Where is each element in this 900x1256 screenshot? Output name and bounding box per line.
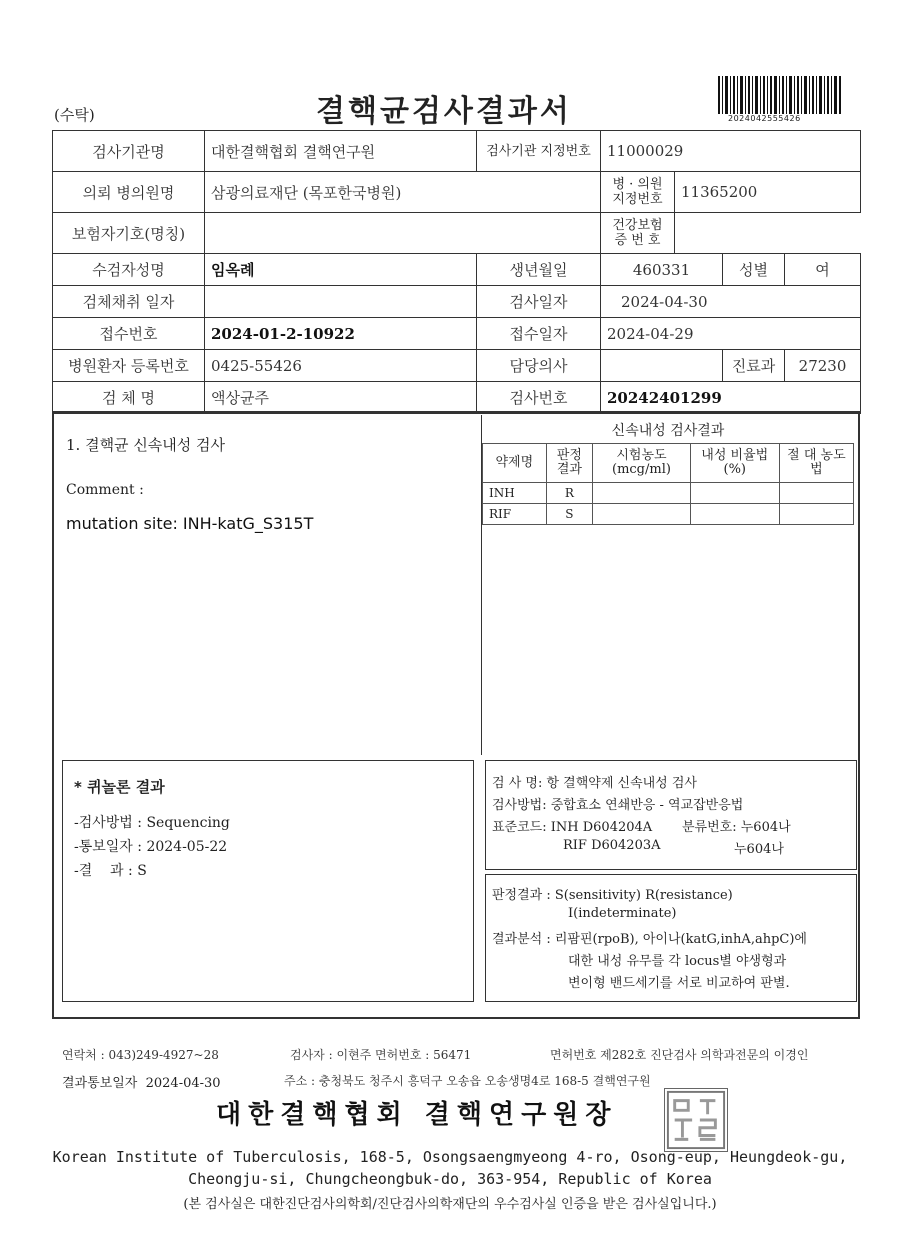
receipt-date: 2024-04-29	[601, 318, 861, 350]
doctor-label: 담당의사	[477, 350, 601, 382]
quinolone-notify-date: -통보일자 : 2024-05-22	[74, 839, 228, 855]
inspector: 검사자 : 이현주 면허번호 : 56471	[290, 1048, 472, 1062]
method-code-rif: RIF D604203A	[563, 838, 661, 853]
method-code-inh: 표준코드: INH D604204A	[492, 820, 653, 835]
mutation-site: mutation site: INH-katG_S315T	[66, 514, 314, 533]
patient-label: 수검자성명	[53, 254, 205, 286]
receipt-no: 2024-01-2-10922	[205, 318, 477, 350]
hospital-name: 삼광의료재단 (목포한국병원)	[205, 172, 601, 213]
rapid-header-conc: 시험농도 (mcg/ml)	[593, 444, 691, 483]
reg-no-label: 병원환자 등록번호	[53, 350, 205, 382]
method-technique: 검사방법: 중합효소 연쇄반응 - 역교잡반응법	[492, 798, 744, 813]
table-row	[483, 504, 854, 525]
analysis-line-1: 결과분석 : 리팜핀(rpoB), 아이나(katG,inhA,ahpC)에	[492, 932, 807, 947]
test-heading: 1. 결핵균 신속내성 검사	[66, 436, 226, 454]
insurer-value	[205, 213, 601, 254]
health-ins-label: 건강보험 증 번 호	[601, 213, 675, 254]
drug-conc	[593, 483, 691, 504]
comment-label: Comment :	[66, 482, 144, 498]
specimen-value: 액상균주	[205, 382, 477, 414]
barcode	[718, 76, 842, 114]
drug-ratio	[690, 483, 779, 504]
judgement-result: 판정결과 : S(sensitivity) R(resistance)	[492, 888, 733, 903]
judgement-indeterminate: I(indeterminate)	[568, 906, 677, 921]
rapid-title: 신속내성 검사결과	[611, 423, 725, 439]
rapid-header-result: 판정 결과	[546, 444, 593, 483]
drug-result: R	[546, 483, 593, 504]
dob-label: 생년월일	[477, 254, 601, 286]
rapid-table	[482, 443, 854, 525]
certification-note: (본 검사실은 대한진단검사의학회/진단검사의학재단의 우수검사실 인증을 받은 검사실입니다.)	[183, 1197, 717, 1212]
method-test-name: 검 사 명: 항 결핵약제 신속내성 검사	[492, 776, 697, 791]
drug-name: INH	[483, 483, 547, 504]
drug-name: RIF	[483, 504, 547, 525]
drug-abs	[779, 504, 853, 525]
sex-label: 성별	[723, 254, 785, 286]
receipt-no-label: 접수번호	[53, 318, 205, 350]
collect-date-label: 검체채취 일자	[53, 286, 205, 318]
hospital-code-label: 병 · 의원 지정번호	[601, 172, 675, 213]
insurer-label: 보험자기호(명칭)	[53, 213, 205, 254]
quinolone-title: * 퀴놀론 결과	[74, 778, 165, 796]
drug-ratio	[690, 504, 779, 525]
rapid-header-drug: 약제명	[483, 444, 547, 483]
table-row	[483, 483, 854, 504]
quinolone-result: -결 과 : S	[74, 863, 147, 879]
address: 주소 : 충청북도 청주시 흥덕구 오송읍 오송생명4로 168-5 결핵연구원	[284, 1074, 651, 1088]
english-address-line-2: Cheongju-si, Chungcheongbuk-do, 363-954, Republic of Korea	[188, 1170, 712, 1188]
contact-number: 연락처 : 043)249-4927~28	[62, 1048, 219, 1062]
method-class-rif: 누604나	[734, 842, 784, 857]
lab-code: 11000029	[601, 131, 861, 172]
lab-name-label: 검사기관명	[53, 131, 205, 172]
test-no: 20242401299	[601, 382, 861, 414]
sex-value: 여	[785, 254, 861, 286]
notify-date: 결과통보일자 2024-04-30	[62, 1076, 221, 1091]
analysis-line-2: 대한 내성 유무를 각 locus별 야생형과	[568, 954, 787, 969]
analysis-line-3: 변이형 밴드세기를 서로 비교하여 판별.	[568, 976, 790, 991]
quinolone-method: -검사방법 : Sequencing	[74, 815, 230, 831]
receipt-date-label: 접수일자	[477, 318, 601, 350]
hospital-code: 11365200	[675, 172, 861, 213]
drug-result: S	[546, 504, 593, 525]
info-table	[52, 130, 861, 414]
rapid-header-ratio: 내성 비율법(%)	[690, 444, 779, 483]
org-name: 대한결핵협회 결핵연구원장	[216, 1100, 618, 1130]
drug-conc	[593, 504, 691, 525]
patient-name: 임옥례	[205, 254, 477, 286]
lab-code-label: 검사기관 지정번호	[477, 131, 601, 172]
test-date: 2024-04-30	[601, 286, 861, 318]
rapid-header-abs: 절 대 농도법	[779, 444, 853, 483]
receipt-label: (수탁)	[54, 106, 95, 124]
official-seal	[664, 1088, 728, 1152]
collect-date	[205, 286, 477, 318]
method-class-inh: 분류번호: 누604나	[682, 820, 791, 835]
dob-value: 460331	[601, 254, 723, 286]
test-no-label: 검사번호	[477, 382, 601, 414]
reg-no: 0425-55426	[205, 350, 477, 382]
specialist: 면허번호 제282호 진단검사 의학과전문의 이경인	[550, 1048, 809, 1062]
page-title: 결핵균검사결과서	[316, 94, 572, 129]
dept-label: 진료과	[723, 350, 785, 382]
hospital-label: 의뢰 병의원명	[53, 172, 205, 213]
dept-value: 27230	[785, 350, 861, 382]
english-address-line-1: Korean Institute of Tuberculosis, 168-5, Osongsaengmyeong 4-ro, Osong-eup, Heungdeok-gu,	[52, 1148, 848, 1166]
drug-abs	[779, 483, 853, 504]
barcode-number: 2024042555426	[728, 114, 801, 123]
test-date-label: 검사일자	[477, 286, 601, 318]
lab-name: 대한결핵협회 결핵연구원	[205, 131, 477, 172]
specimen-label: 검 체 명	[53, 382, 205, 414]
health-ins-value	[675, 213, 861, 254]
doctor-value	[601, 350, 723, 382]
